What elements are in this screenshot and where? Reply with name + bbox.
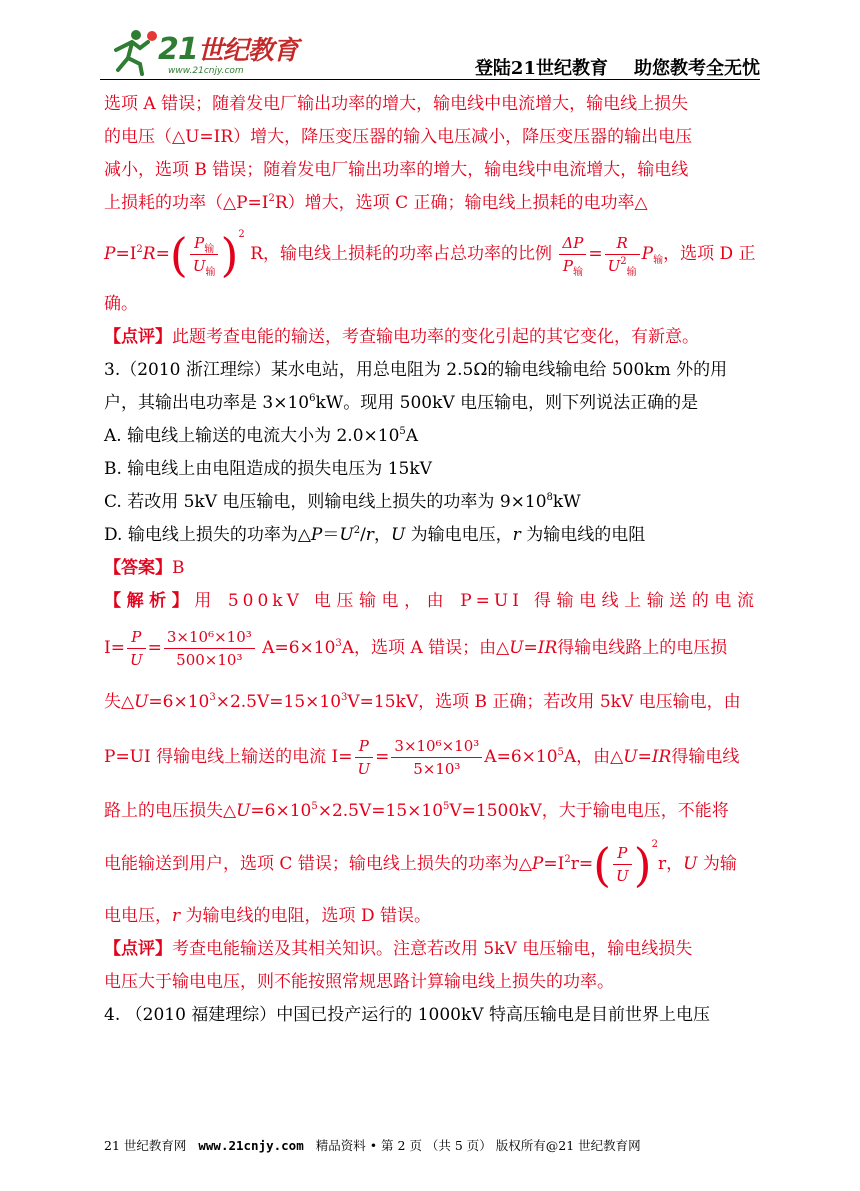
- comment-line: 电压大于输电电压，则不能按照常规思路计算输电线上损失的功率。: [104, 972, 614, 992]
- runner-logo-icon: [106, 26, 158, 78]
- fraction: $\frac{P_输}{U_输}$: [190, 232, 219, 277]
- solution-line: 【解析】用 500kV 电压输电，由 P=UI 得输电线上输送的电流: [104, 591, 759, 611]
- page-header: [100, 22, 760, 80]
- solution-line: 失$\triangle U=6\times 10^3\times 2.5V=15\times 10^3V=15kV$，选项 B 正确；若改用 5kV 电压输电，由: [104, 692, 741, 712]
- comment-line: 【点评】此题考查电能的输送，考查输电功率的变化引起的其它变化，有新意。: [104, 327, 699, 347]
- fraction: $\frac{P}{U}$: [613, 842, 632, 887]
- fraction: $\frac{R}{U^2_输}$: [605, 232, 640, 277]
- option-d: D. 输电线上损失的功率为$\triangle P=U^2/r$，U 为输电电压，r 为输电线的电阻: [104, 525, 646, 545]
- fraction: $\frac{\text{3×10⁶×10³}}{\text{500×10³}}$: [164, 626, 255, 671]
- fraction: $\frac{P}{U}$: [355, 735, 374, 780]
- analysis-line: 确。: [104, 294, 138, 314]
- fraction: $\frac{\text{3×10⁶×10³}}{\text{5×10³}}$: [391, 735, 482, 780]
- footer-url[interactable]: www.21cnjy.com: [198, 1138, 304, 1153]
- analysis-line: 的电压（△U=IR）增大，降压变压器的输入电压减小，降压变压器的输出电压: [104, 127, 693, 147]
- option-b: B. 输电线上由电阻造成的损失电压为 15kV: [104, 459, 432, 479]
- header-slogan: 登陆21世纪教育 助您教考全无忧: [474, 58, 760, 79]
- page-footer: [104, 1136, 758, 1154]
- solution-line: P=UI 得输电线上输送的电流 I= $\frac{P}{U}$ = $\frac{\text{3×10⁶×10³}}{\text{5×10³}}$ $A=6\times 10^5A$，由△U=IR得输电线: [104, 737, 740, 778]
- solution-line: 电能输送到用户，选项 C 错误；输电线上损失的功率为$\triangle P=I^2r=$( $\frac{P}{U}$ )$^2$r，U 为输: [104, 837, 737, 892]
- solution-line: 路上的电压损失$\triangle U=6\times 10^5\times 2.5V=15\times 10^5V=1500kV$，大于输电电压，不能将: [104, 801, 729, 821]
- question-3-stem: 3.（2010 浙江理综）某水电站，用总电阻为 2.5Ω的输电线输电给 500km 外的用: [104, 360, 728, 380]
- analysis-line: 选项 A 错误；随着发电厂输出功率的增大，输电线中电流增大，输电线上损失: [104, 94, 689, 114]
- logo-text: 21世纪教育: [158, 32, 298, 67]
- option-a: A. 输电线上输送的电流大小为 $2.0\times 10^5A$: [104, 426, 419, 446]
- analysis-line: 减小，选项 B 错误；随着发电厂输出功率的增大，输电线中电流增大，输电线: [104, 160, 689, 180]
- formula-line: $P=I^2R=$( $\frac{P_输}{U_输}$ )$^2$ R，输电线上损耗的功率占总功率的比例 $\frac{\Delta P}{P_输}$ = $\frac{R}{U^2_输}$ $P_输$，选项 D 正: [104, 227, 756, 282]
- question-3-stem: 户，其输出电功率是 $3\times 10^6kW$。现用 500kV 电压输电，则下列说法正确的是: [104, 393, 699, 413]
- header-divider: [100, 79, 760, 80]
- question-4-stem: 4. （2010 福建理综）中国已投产运行的 1000kV 特高压输电是目前世界上电压: [104, 1005, 710, 1025]
- fraction: $\frac{\Delta P}{P_输}$: [559, 232, 586, 277]
- comment-line: 【点评】考查电能输送及其相关知识。注意若改用 5kV 电压输电，输电线损失: [104, 939, 693, 959]
- logo: [106, 26, 306, 78]
- option-c: C. 若改用 5kV 电压输电，则输电线上损失的功率为 $9\times 10^8kW$: [104, 492, 581, 512]
- analysis-line: 上损耗的功率$(\triangle P=I^2R)$增大，选项 C 正确；输电线上损耗的电功率△: [104, 193, 648, 213]
- answer-line: 【答案】B: [104, 558, 185, 578]
- footer-site: 21 世纪教育网: [104, 1138, 187, 1153]
- footer-info: 精品资料 • 第 2 页 （共 5 页） 版权所有@21 世纪教育网: [315, 1138, 641, 1153]
- solution-line: 电电压，r 为输电线的电阻，选项 D 错误。: [104, 906, 431, 926]
- solution-line: I= $\frac{P}{U}$ = $\frac{\text{3×10⁶×10³}}{\text{500×10³}}$ $A=6\times 10^3A$，选项 A 错误；由△U=IR得输电线路上的电压损: [104, 628, 728, 669]
- document-body: [104, 88, 758, 1032]
- logo-url: www.21cnjy.com: [168, 66, 244, 76]
- fraction: $\frac{P}{U}$: [127, 626, 146, 671]
